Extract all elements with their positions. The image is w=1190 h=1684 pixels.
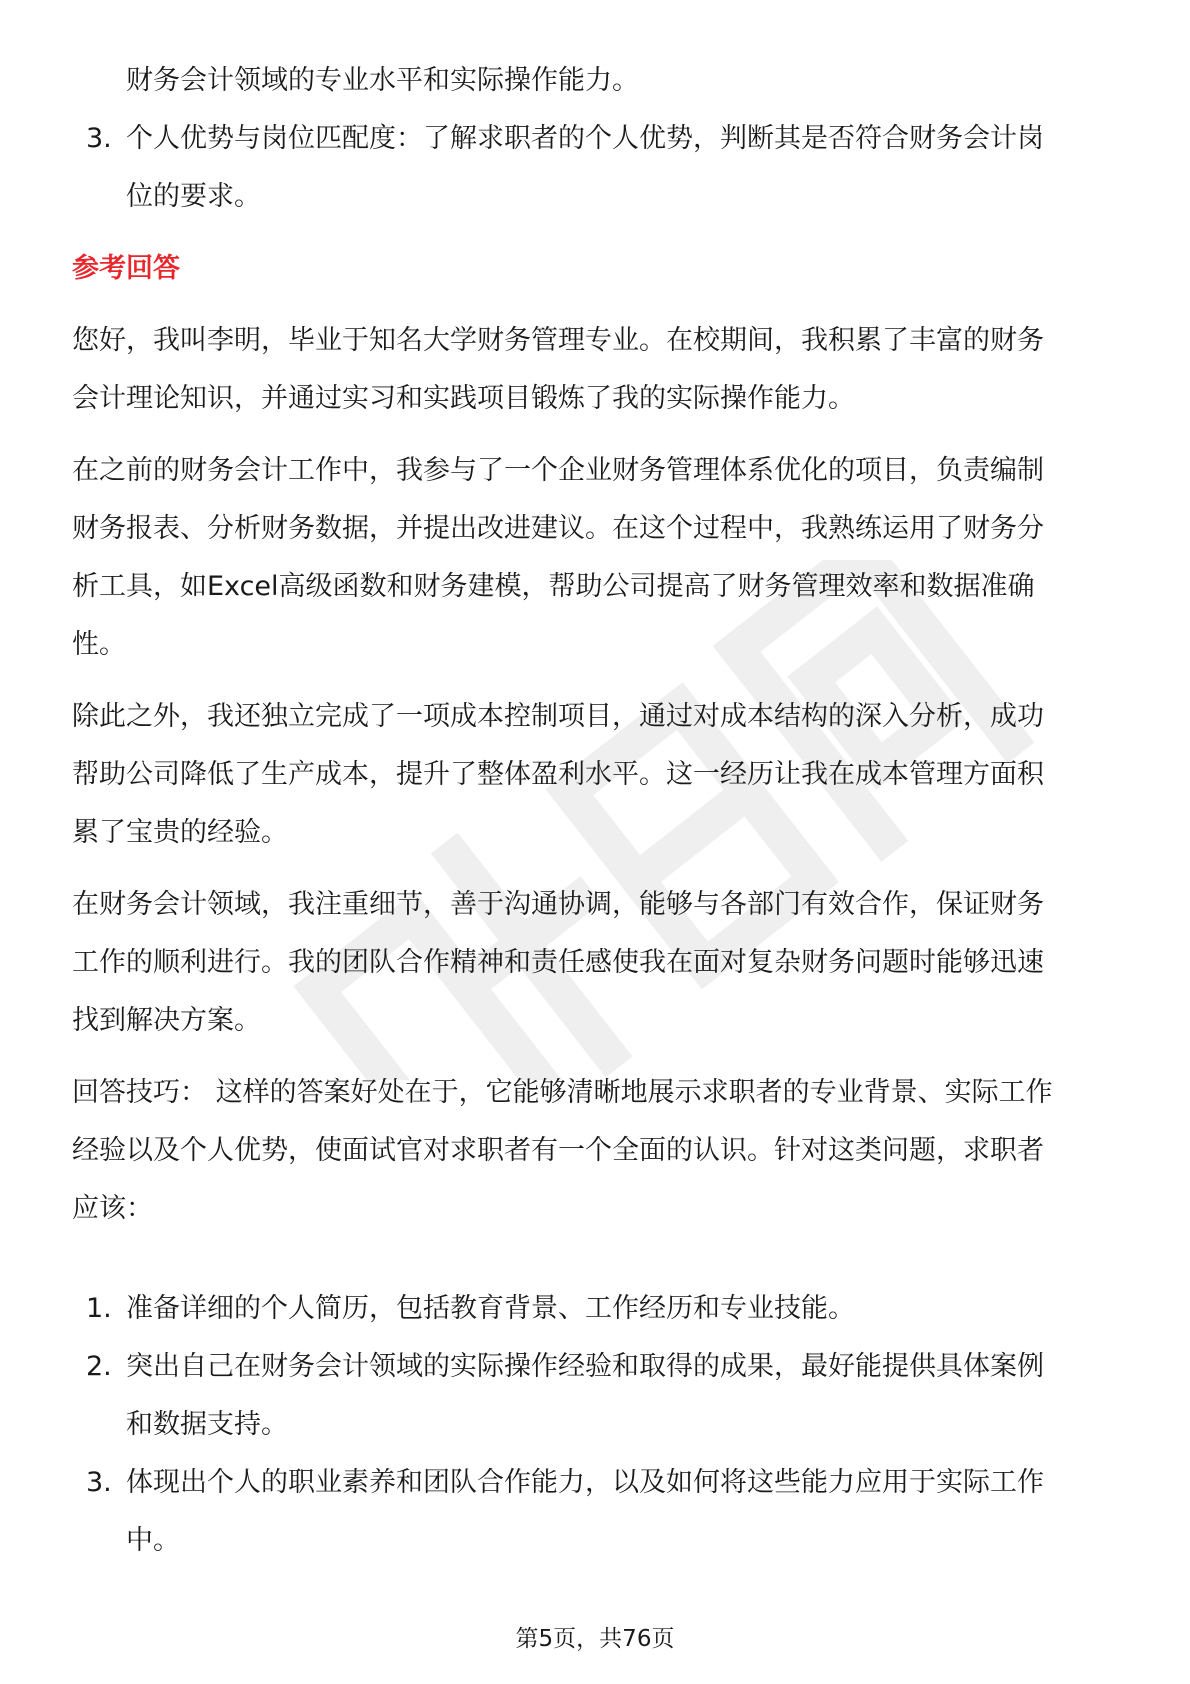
answer-tips-paragraph	[72, 1064, 1118, 1238]
list-number: 1.	[86, 1293, 112, 1324]
paragraph-line: 析工具，如Excel高级函数和财务建模，帮助公司提高了财务管理效率和数据准确	[72, 571, 1035, 602]
document-body	[72, 52, 1118, 1570]
paragraph-line: 在财务会计领域，我注重细节，善于沟通协调，能够与各部门有效合作，保证财务	[72, 889, 1044, 920]
list-item	[72, 110, 1118, 226]
paragraph-line: 应该：	[72, 1193, 153, 1224]
section-heading: 参考回答	[72, 253, 180, 284]
paragraph	[72, 876, 1118, 1050]
list-item-continuation: 财务会计领域的专业水平和实际操作能力。	[126, 65, 639, 96]
criteria-list	[72, 110, 1118, 226]
list-line: 个人优势与岗位匹配度：了解求职者的个人优势，判断其是否符合财务会计岗	[126, 123, 1044, 154]
paragraph-line: 在之前的财务会计工作中，我参与了一个企业财务管理体系优化的项目，负责编制	[72, 455, 1044, 486]
list-line: 体现出个人的职业素养和团队合作能力，以及如何将这些能力应用于实际工作	[126, 1467, 1044, 1498]
list-number: 3.	[86, 1467, 112, 1498]
paragraph-line: 财务报表、分析财务数据，并提出改进建议。在这个过程中，我熟练运用了财务分	[72, 513, 1044, 544]
list-item	[72, 1280, 1118, 1338]
paragraph-line: 找到解决方案。	[72, 1005, 261, 1036]
paragraph-line: 工作的顺利进行。我的团队合作精神和责任感使我在面对复杂财务问题时能够迅速	[72, 947, 1044, 978]
list-line: 突出自己在财务会计领域的实际操作经验和取得的成果，最好能提供具体案例	[126, 1351, 1044, 1382]
paragraph	[72, 688, 1118, 862]
paragraph-line: 除此之外，我还独立完成了一项成本控制项目，通过对成本结构的深入分析，成功	[72, 701, 1044, 732]
paragraph	[72, 312, 1118, 428]
page-number: 第5页，共76页	[515, 1626, 675, 1652]
paragraph-line: 经验以及个人优势，使面试官对求职者有一个全面的认识。针对这类问题，求职者	[72, 1135, 1044, 1166]
paragraph-line: 您好，我叫李明，毕业于知名大学财务管理专业。在校期间，我积累了丰富的财务	[72, 325, 1044, 356]
list-item	[72, 1454, 1118, 1570]
paragraph-line: 累了宝贵的经验。	[72, 817, 288, 848]
paragraph-line: 性。	[72, 629, 126, 660]
list-line: 准备详细的个人简历，包括教育背景、工作经历和专业技能。	[126, 1293, 855, 1324]
paragraph	[72, 442, 1118, 674]
paragraph-line: 帮助公司降低了生产成本，提升了整体盈利水平。这一经历让我在成本管理方面积	[72, 759, 1044, 790]
list-line: 中。	[126, 1525, 180, 1556]
tips-list	[72, 1280, 1118, 1570]
list-line: 位的要求。	[126, 181, 261, 212]
paragraph-line: 会计理论知识，并通过实习和实践项目锻炼了我的实际操作能力。	[72, 383, 855, 414]
list-number: 2.	[86, 1351, 112, 1382]
list-number: 3.	[86, 123, 112, 154]
list-item	[72, 1338, 1118, 1454]
list-line: 和数据支持。	[126, 1409, 288, 1440]
paragraph-line: 回答技巧： 这样的答案好处在于，它能够清晰地展示求职者的专业背景、实际工作	[72, 1077, 1053, 1108]
